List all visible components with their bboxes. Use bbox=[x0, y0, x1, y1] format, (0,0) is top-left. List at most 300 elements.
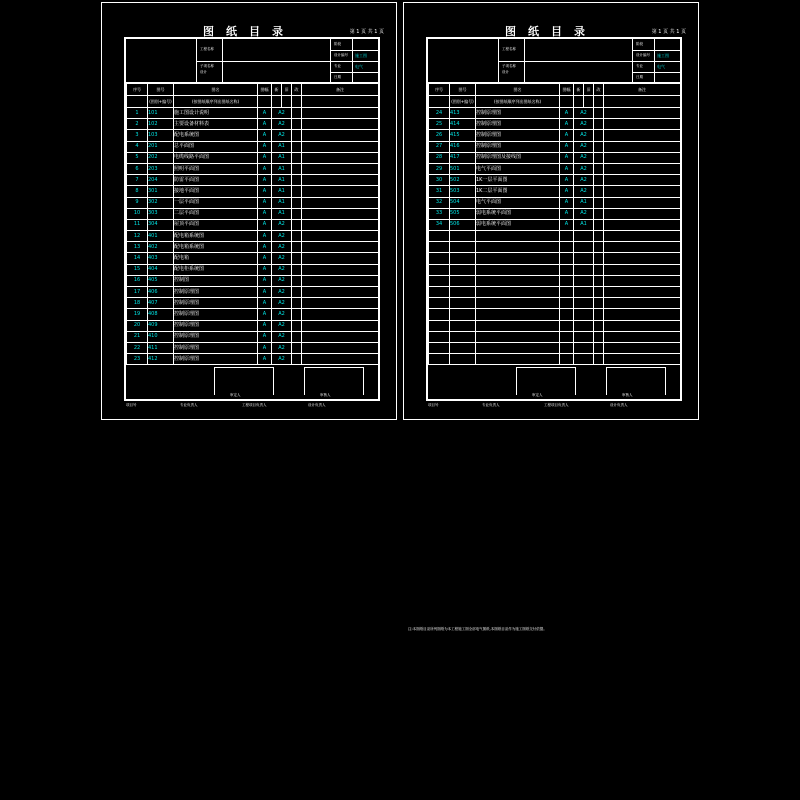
sign-left: 审定人 bbox=[532, 393, 543, 397]
row-drawing-code: 405 bbox=[148, 275, 174, 286]
table-subheader-row bbox=[127, 96, 379, 108]
row-size: A1 bbox=[272, 175, 292, 186]
row-seq: 32 bbox=[429, 197, 450, 208]
row-size: A2 bbox=[574, 108, 594, 119]
row-seq: 8 bbox=[127, 186, 148, 197]
row-class: A bbox=[258, 186, 272, 197]
row-rev bbox=[594, 163, 604, 174]
row-size bbox=[574, 275, 594, 286]
grid-line bbox=[632, 50, 680, 51]
row-size: A2 bbox=[272, 287, 292, 298]
row-size: A1 bbox=[272, 197, 292, 208]
row-drawing-name: 控制原理图及接线图 bbox=[476, 152, 560, 163]
row-seq: 1 bbox=[127, 108, 148, 119]
row-class: A bbox=[258, 130, 272, 141]
row-drawing-code bbox=[450, 354, 476, 365]
row-class: A bbox=[258, 309, 272, 320]
row-drawing-name: 照明平面图 bbox=[174, 163, 258, 174]
table-row bbox=[127, 275, 379, 286]
row-rev bbox=[594, 141, 604, 152]
row-drawing-name: 控制原理图 bbox=[476, 119, 560, 130]
table-row bbox=[429, 163, 681, 174]
col-sub-empty bbox=[604, 96, 681, 108]
design-no-value: 施工图 bbox=[657, 53, 669, 58]
row-class: A bbox=[258, 242, 272, 253]
subproject-label: 子项名称 bbox=[502, 64, 516, 68]
row-rev bbox=[594, 354, 604, 365]
row-drawing-name: 弱电系统平面图 bbox=[476, 208, 560, 219]
col-sub-seq bbox=[429, 96, 450, 108]
table-row bbox=[429, 231, 681, 242]
sheet-title: 图纸目录 bbox=[505, 25, 597, 38]
row-rev bbox=[594, 175, 604, 186]
drawing-index-sheet-1 bbox=[101, 2, 397, 420]
row-size bbox=[574, 331, 594, 342]
row-rev bbox=[594, 108, 604, 119]
table-row bbox=[127, 186, 379, 197]
col-sub-name: (按图纸顺序列出图纸名称) bbox=[174, 96, 258, 108]
table-row bbox=[127, 354, 379, 365]
grid-line bbox=[632, 72, 680, 73]
table-row bbox=[127, 231, 379, 242]
bottom-label-specialty-lead: 专业负责人 bbox=[180, 403, 198, 407]
sheet-title: 图纸目录 bbox=[203, 25, 295, 38]
row-rev bbox=[594, 119, 604, 130]
row-remark bbox=[604, 186, 681, 197]
design-no-label: 设计编号 bbox=[334, 53, 348, 57]
table-row bbox=[429, 208, 681, 219]
row-seq: 2 bbox=[127, 119, 148, 130]
row-drawing-code: 410 bbox=[148, 331, 174, 342]
table-row bbox=[429, 152, 681, 163]
row-remark bbox=[604, 253, 681, 264]
sign-right: 审核人 bbox=[320, 393, 331, 397]
row-seq: 18 bbox=[127, 298, 148, 309]
row-class: A bbox=[258, 287, 272, 298]
row-remark bbox=[604, 152, 681, 163]
row-size bbox=[574, 287, 594, 298]
row-drawing-code: 406 bbox=[148, 287, 174, 298]
row-remark bbox=[604, 175, 681, 186]
row-class: A bbox=[560, 219, 574, 230]
signature-bracket-left bbox=[516, 367, 576, 395]
table-row bbox=[127, 141, 379, 152]
col-sub-name: (按图纸顺序列出图纸名称) bbox=[476, 96, 560, 108]
row-size: A2 bbox=[272, 108, 292, 119]
row-rev bbox=[292, 197, 302, 208]
signature-bracket-right bbox=[606, 367, 666, 395]
row-remark bbox=[604, 119, 681, 130]
row-drawing-code: 413 bbox=[450, 108, 476, 119]
row-rev bbox=[292, 119, 302, 130]
table-header-row bbox=[429, 84, 681, 96]
design-no-value: 施工图 bbox=[355, 53, 367, 58]
row-seq: 5 bbox=[127, 152, 148, 163]
row-drawing-name bbox=[476, 231, 560, 242]
row-class: A bbox=[560, 141, 574, 152]
row-drawing-code: 404 bbox=[148, 264, 174, 275]
row-seq: 16 bbox=[127, 275, 148, 286]
row-class: A bbox=[560, 108, 574, 119]
table-row bbox=[127, 298, 379, 309]
date-label: 日期 bbox=[334, 75, 341, 79]
row-drawing-code: 415 bbox=[450, 130, 476, 141]
table-row bbox=[127, 320, 379, 331]
row-drawing-name: 控制原理图 bbox=[174, 354, 258, 365]
row-seq: 24 bbox=[429, 108, 450, 119]
row-drawing-code: 409 bbox=[148, 320, 174, 331]
row-seq: 4 bbox=[127, 141, 148, 152]
row-drawing-code bbox=[450, 331, 476, 342]
table-row bbox=[429, 287, 681, 298]
subproject-label: 子项名称 bbox=[200, 64, 214, 68]
row-remark bbox=[604, 320, 681, 331]
col-sub-empty bbox=[272, 96, 282, 108]
row-drawing-code bbox=[450, 320, 476, 331]
row-remark bbox=[302, 253, 379, 264]
row-drawing-code: 204 bbox=[148, 175, 174, 186]
row-class: A bbox=[258, 231, 272, 242]
table-row bbox=[127, 163, 379, 174]
col-sub-seq bbox=[127, 96, 148, 108]
row-drawing-code: 403 bbox=[148, 253, 174, 264]
row-class bbox=[560, 309, 574, 320]
row-rev bbox=[594, 219, 604, 230]
row-class bbox=[560, 320, 574, 331]
row-drawing-code: 304 bbox=[148, 219, 174, 230]
row-size: A2 bbox=[272, 242, 292, 253]
table-row bbox=[127, 108, 379, 119]
row-size: A1 bbox=[272, 152, 292, 163]
table-row bbox=[429, 130, 681, 141]
row-size: A1 bbox=[574, 197, 594, 208]
row-class bbox=[560, 231, 574, 242]
row-seq: 10 bbox=[127, 208, 148, 219]
row-drawing-name bbox=[476, 264, 560, 275]
row-seq: 25 bbox=[429, 119, 450, 130]
grid-line bbox=[498, 61, 680, 62]
row-size bbox=[574, 264, 594, 275]
row-remark bbox=[604, 108, 681, 119]
row-size: A1 bbox=[574, 219, 594, 230]
table-row bbox=[127, 175, 379, 186]
row-seq bbox=[429, 231, 450, 242]
table-row bbox=[429, 197, 681, 208]
row-drawing-name bbox=[476, 320, 560, 331]
row-rev bbox=[292, 108, 302, 119]
row-drawing-name: 配电箱系统图 bbox=[174, 231, 258, 242]
row-size bbox=[574, 309, 594, 320]
row-remark bbox=[302, 208, 379, 219]
row-rev bbox=[594, 264, 604, 275]
row-rev bbox=[292, 320, 302, 331]
row-remark bbox=[302, 219, 379, 230]
row-drawing-name: 电气平面图 bbox=[476, 163, 560, 174]
col-header-code: 图号 bbox=[450, 84, 476, 96]
table-row bbox=[429, 309, 681, 320]
row-drawing-name: 控制图 bbox=[174, 275, 258, 286]
row-seq bbox=[429, 253, 450, 264]
row-remark bbox=[302, 152, 379, 163]
row-remark bbox=[604, 231, 681, 242]
row-seq: 29 bbox=[429, 163, 450, 174]
row-rev bbox=[292, 342, 302, 353]
row-remark bbox=[604, 342, 681, 353]
row-seq: 23 bbox=[127, 354, 148, 365]
row-rev bbox=[292, 354, 302, 365]
row-drawing-code: 408 bbox=[148, 309, 174, 320]
row-remark bbox=[302, 331, 379, 342]
title-block bbox=[126, 39, 378, 83]
row-drawing-name: 配电箱系统图 bbox=[174, 242, 258, 253]
row-size bbox=[574, 231, 594, 242]
col-header-name: 图名 bbox=[476, 84, 560, 96]
row-class: A bbox=[258, 264, 272, 275]
specialty-value: 电气 bbox=[657, 64, 665, 69]
row-drawing-name bbox=[476, 309, 560, 320]
row-rev bbox=[594, 231, 604, 242]
row-class: A bbox=[258, 298, 272, 309]
row-seq: 6 bbox=[127, 163, 148, 174]
row-drawing-code: 103 bbox=[148, 130, 174, 141]
row-remark bbox=[604, 163, 681, 174]
signature-bracket-left bbox=[214, 367, 274, 395]
row-class: A bbox=[560, 208, 574, 219]
table-row bbox=[429, 108, 681, 119]
index-frame bbox=[124, 37, 380, 401]
row-drawing-name: 控制原理图 bbox=[174, 342, 258, 353]
row-class: A bbox=[258, 141, 272, 152]
row-drawing-name: 配电箱 bbox=[174, 253, 258, 264]
row-drawing-name: 屋顶平面图 bbox=[174, 219, 258, 230]
row-size: A2 bbox=[272, 130, 292, 141]
row-drawing-name: 总平面图 bbox=[174, 141, 258, 152]
row-drawing-code bbox=[450, 231, 476, 242]
col-header-name: 图名 bbox=[174, 84, 258, 96]
row-drawing-code: 411 bbox=[148, 342, 174, 353]
row-rev bbox=[594, 197, 604, 208]
row-remark bbox=[604, 275, 681, 286]
row-rev bbox=[292, 331, 302, 342]
row-size: A2 bbox=[272, 219, 292, 230]
row-drawing-name: 主要设备材料表 bbox=[174, 119, 258, 130]
grid-line bbox=[196, 61, 378, 62]
col-header-seq: 序号 bbox=[127, 84, 148, 96]
row-drawing-code bbox=[450, 342, 476, 353]
row-remark bbox=[302, 287, 379, 298]
row-class: A bbox=[560, 197, 574, 208]
row-rev bbox=[594, 309, 604, 320]
row-drawing-code bbox=[450, 287, 476, 298]
row-rev bbox=[594, 253, 604, 264]
row-size: A1 bbox=[272, 186, 292, 197]
row-drawing-code bbox=[450, 309, 476, 320]
row-drawing-code: 302 bbox=[148, 197, 174, 208]
col-sub-empty bbox=[560, 96, 574, 108]
row-seq: 14 bbox=[127, 253, 148, 264]
row-class bbox=[560, 287, 574, 298]
drawing-index-table bbox=[126, 83, 379, 365]
bottom-label-specialty-lead: 专业负责人 bbox=[482, 403, 500, 407]
table-row bbox=[127, 253, 379, 264]
row-class: A bbox=[258, 219, 272, 230]
row-class: A bbox=[258, 108, 272, 119]
row-remark bbox=[302, 342, 379, 353]
table-row bbox=[127, 119, 379, 130]
col-header-code: 图号 bbox=[148, 84, 174, 96]
project-name-label: 工程名称 bbox=[502, 47, 516, 51]
col-header-size: 图幅 bbox=[560, 84, 574, 96]
row-remark bbox=[604, 141, 681, 152]
col-header-seq: 序号 bbox=[429, 84, 450, 96]
col-sub-empty bbox=[584, 96, 594, 108]
row-seq bbox=[429, 287, 450, 298]
row-drawing-code: 407 bbox=[148, 298, 174, 309]
table-row bbox=[429, 186, 681, 197]
row-drawing-name bbox=[476, 298, 560, 309]
row-seq: 22 bbox=[127, 342, 148, 353]
row-class: A bbox=[258, 275, 272, 286]
row-drawing-name bbox=[476, 242, 560, 253]
row-drawing-name: 控制原理图 bbox=[476, 130, 560, 141]
row-seq bbox=[429, 331, 450, 342]
row-seq bbox=[429, 354, 450, 365]
drawing-index-table bbox=[428, 83, 681, 365]
row-rev bbox=[292, 175, 302, 186]
table-row bbox=[127, 342, 379, 353]
row-drawing-name bbox=[476, 287, 560, 298]
row-drawing-code bbox=[450, 242, 476, 253]
row-drawing-code: 102 bbox=[148, 119, 174, 130]
row-size: A2 bbox=[574, 152, 594, 163]
row-class bbox=[560, 354, 574, 365]
row-drawing-code: 416 bbox=[450, 141, 476, 152]
table-row bbox=[429, 354, 681, 365]
drawing-note: 注:本图纸目录所列图纸为本工程施工图全部电气图纸,本图纸目录作为施工图纸交付依据。 bbox=[408, 627, 547, 631]
row-class: A bbox=[258, 175, 272, 186]
row-size bbox=[574, 298, 594, 309]
row-remark bbox=[302, 186, 379, 197]
row-rev bbox=[292, 186, 302, 197]
row-class: A bbox=[560, 130, 574, 141]
row-size: A2 bbox=[272, 231, 292, 242]
row-class: A bbox=[258, 342, 272, 353]
row-size: A1 bbox=[272, 163, 292, 174]
bottom-label-project-lead: 工程项目负责人 bbox=[242, 403, 267, 407]
row-drawing-name: 控制原理图 bbox=[174, 309, 258, 320]
project-name-label: 工程名称 bbox=[200, 47, 214, 51]
table-row bbox=[429, 320, 681, 331]
row-remark bbox=[302, 298, 379, 309]
row-remark bbox=[302, 141, 379, 152]
row-remark bbox=[604, 287, 681, 298]
row-drawing-code: 401 bbox=[148, 231, 174, 242]
row-size: A2 bbox=[272, 320, 292, 331]
row-class: A bbox=[258, 253, 272, 264]
col-header-size: 图幅 bbox=[258, 84, 272, 96]
col-header-rev: 改 bbox=[594, 84, 604, 96]
table-row bbox=[127, 264, 379, 275]
row-class bbox=[560, 298, 574, 309]
row-seq: 3 bbox=[127, 130, 148, 141]
row-rev bbox=[292, 309, 302, 320]
row-rev bbox=[292, 208, 302, 219]
row-drawing-name: 控制原理图 bbox=[476, 108, 560, 119]
row-remark bbox=[604, 197, 681, 208]
page-number: 第 1 页 共 1 页 bbox=[349, 29, 384, 35]
row-size: A2 bbox=[272, 342, 292, 353]
row-remark bbox=[604, 208, 681, 219]
row-remark bbox=[604, 298, 681, 309]
table-row bbox=[127, 152, 379, 163]
row-drawing-name: 一层平面图 bbox=[174, 197, 258, 208]
row-drawing-name: 控制原理图 bbox=[476, 141, 560, 152]
row-size: A1 bbox=[272, 141, 292, 152]
col-header-new: 新 bbox=[574, 84, 584, 96]
col-sub-empty bbox=[292, 96, 302, 108]
row-class: A bbox=[560, 175, 574, 186]
row-drawing-code: 412 bbox=[148, 354, 174, 365]
specialty-value: 电气 bbox=[355, 64, 363, 69]
bottom-label-project-no: 项目号 bbox=[428, 403, 439, 407]
row-size bbox=[574, 242, 594, 253]
table-row bbox=[429, 141, 681, 152]
row-drawing-name: 控制原理图 bbox=[174, 298, 258, 309]
row-remark bbox=[302, 175, 379, 186]
row-rev bbox=[292, 141, 302, 152]
table-row bbox=[127, 309, 379, 320]
table-row bbox=[429, 175, 681, 186]
row-seq: 26 bbox=[429, 130, 450, 141]
date-label: 日期 bbox=[636, 75, 643, 79]
row-class: A bbox=[258, 152, 272, 163]
row-class: A bbox=[258, 320, 272, 331]
stage-label: 阶段 bbox=[636, 42, 643, 46]
table-header-row bbox=[127, 84, 379, 96]
row-rev bbox=[594, 275, 604, 286]
row-size: A2 bbox=[574, 130, 594, 141]
row-size: A2 bbox=[574, 175, 594, 186]
row-remark bbox=[604, 309, 681, 320]
row-class bbox=[560, 253, 574, 264]
table-subheader-row bbox=[429, 96, 681, 108]
row-seq: 13 bbox=[127, 242, 148, 253]
table-row bbox=[127, 197, 379, 208]
table-row bbox=[127, 219, 379, 230]
col-sub-empty bbox=[282, 96, 292, 108]
row-seq: 27 bbox=[429, 141, 450, 152]
row-class: A bbox=[258, 208, 272, 219]
table-row bbox=[127, 242, 379, 253]
row-drawing-name: 1K一层平面图 bbox=[476, 175, 560, 186]
design-label: 设计 bbox=[200, 70, 207, 74]
row-drawing-name: 配电柜系统图 bbox=[174, 264, 258, 275]
row-rev bbox=[594, 320, 604, 331]
row-drawing-code: 202 bbox=[148, 152, 174, 163]
table-row bbox=[127, 208, 379, 219]
row-drawing-code: 417 bbox=[450, 152, 476, 163]
col-sub-code: (图别+编号) bbox=[148, 96, 174, 108]
row-drawing-code: 505 bbox=[450, 208, 476, 219]
row-seq bbox=[429, 320, 450, 331]
row-seq: 30 bbox=[429, 175, 450, 186]
specialty-label: 专业 bbox=[636, 64, 643, 68]
row-remark bbox=[302, 320, 379, 331]
row-drawing-name: 施工图设计说明 bbox=[174, 108, 258, 119]
row-class: A bbox=[258, 197, 272, 208]
row-size bbox=[574, 342, 594, 353]
row-seq bbox=[429, 298, 450, 309]
